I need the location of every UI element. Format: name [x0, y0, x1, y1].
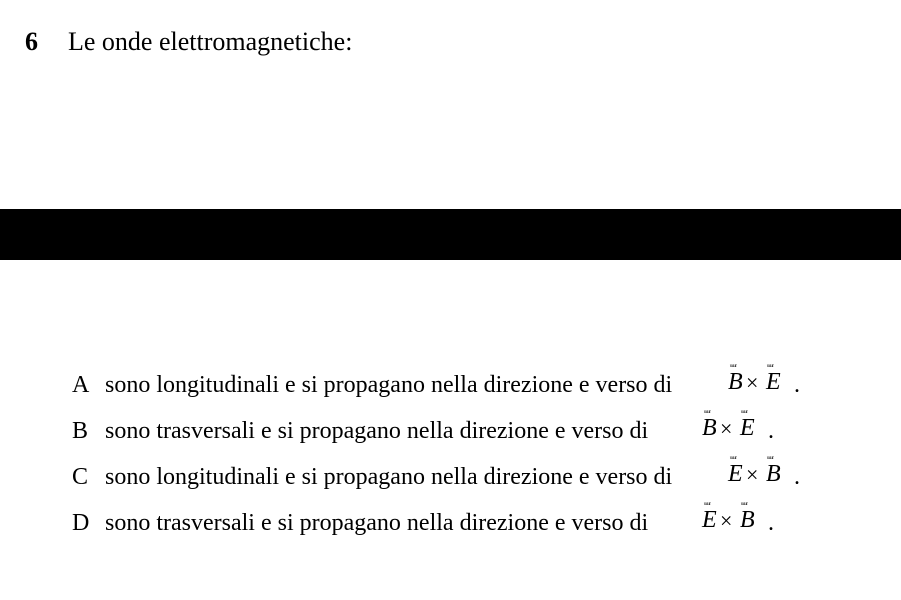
option-letter: D	[72, 510, 90, 536]
vector-arrow-icon: ᵘᵘᵘʳ	[729, 454, 736, 463]
cross-operator: ×	[746, 462, 759, 487]
vector-b: B	[766, 461, 781, 487]
cross-operator: ×	[746, 370, 759, 395]
vector-arrow-icon: ᵘᵘᵘʳ	[703, 500, 710, 509]
vector-arrow-icon: ᵘᵘᵘʳ	[740, 408, 747, 417]
option-text: sono trasversali e si propagano nella direzione e verso di	[105, 418, 649, 444]
vector-arrow-icon: ᵘᵘᵘʳ	[703, 408, 710, 417]
question-stem: Le onde elettromagnetiche:	[68, 27, 353, 56]
cross-operator: ×	[720, 508, 733, 533]
option-letter: A	[72, 372, 90, 398]
option-letter: B	[72, 418, 89, 444]
question-number: 6	[25, 27, 38, 56]
option-text: sono longitudinali e si propagano nella direzione e verso di	[105, 464, 673, 490]
option-letter: C	[72, 464, 89, 490]
vector-arrow-icon: ᵘᵘᵘʳ	[740, 500, 747, 509]
vector-b: B	[702, 415, 717, 441]
vector-b: B	[728, 369, 743, 395]
vector-e: E	[740, 415, 755, 441]
period: .	[794, 464, 800, 490]
option-text: sono longitudinali e si propagano nella direzione e verso di	[105, 372, 673, 398]
period: .	[768, 418, 774, 444]
vector-e: E	[766, 369, 781, 395]
vector-arrow-icon: ᵘᵘᵘʳ	[766, 454, 773, 463]
vector-e: E	[728, 461, 743, 487]
vector-e: E	[702, 507, 717, 533]
period: .	[768, 510, 774, 536]
vector-arrow-icon: ᵘᵘᵘʳ	[729, 362, 736, 371]
cross-operator: ×	[720, 416, 733, 441]
redaction-bar	[0, 209, 901, 260]
vector-arrow-icon: ᵘᵘᵘʳ	[766, 362, 773, 371]
vector-b: B	[740, 507, 755, 533]
option-text: sono trasversali e si propagano nella direzione e verso di	[105, 510, 649, 536]
period: .	[794, 372, 800, 398]
